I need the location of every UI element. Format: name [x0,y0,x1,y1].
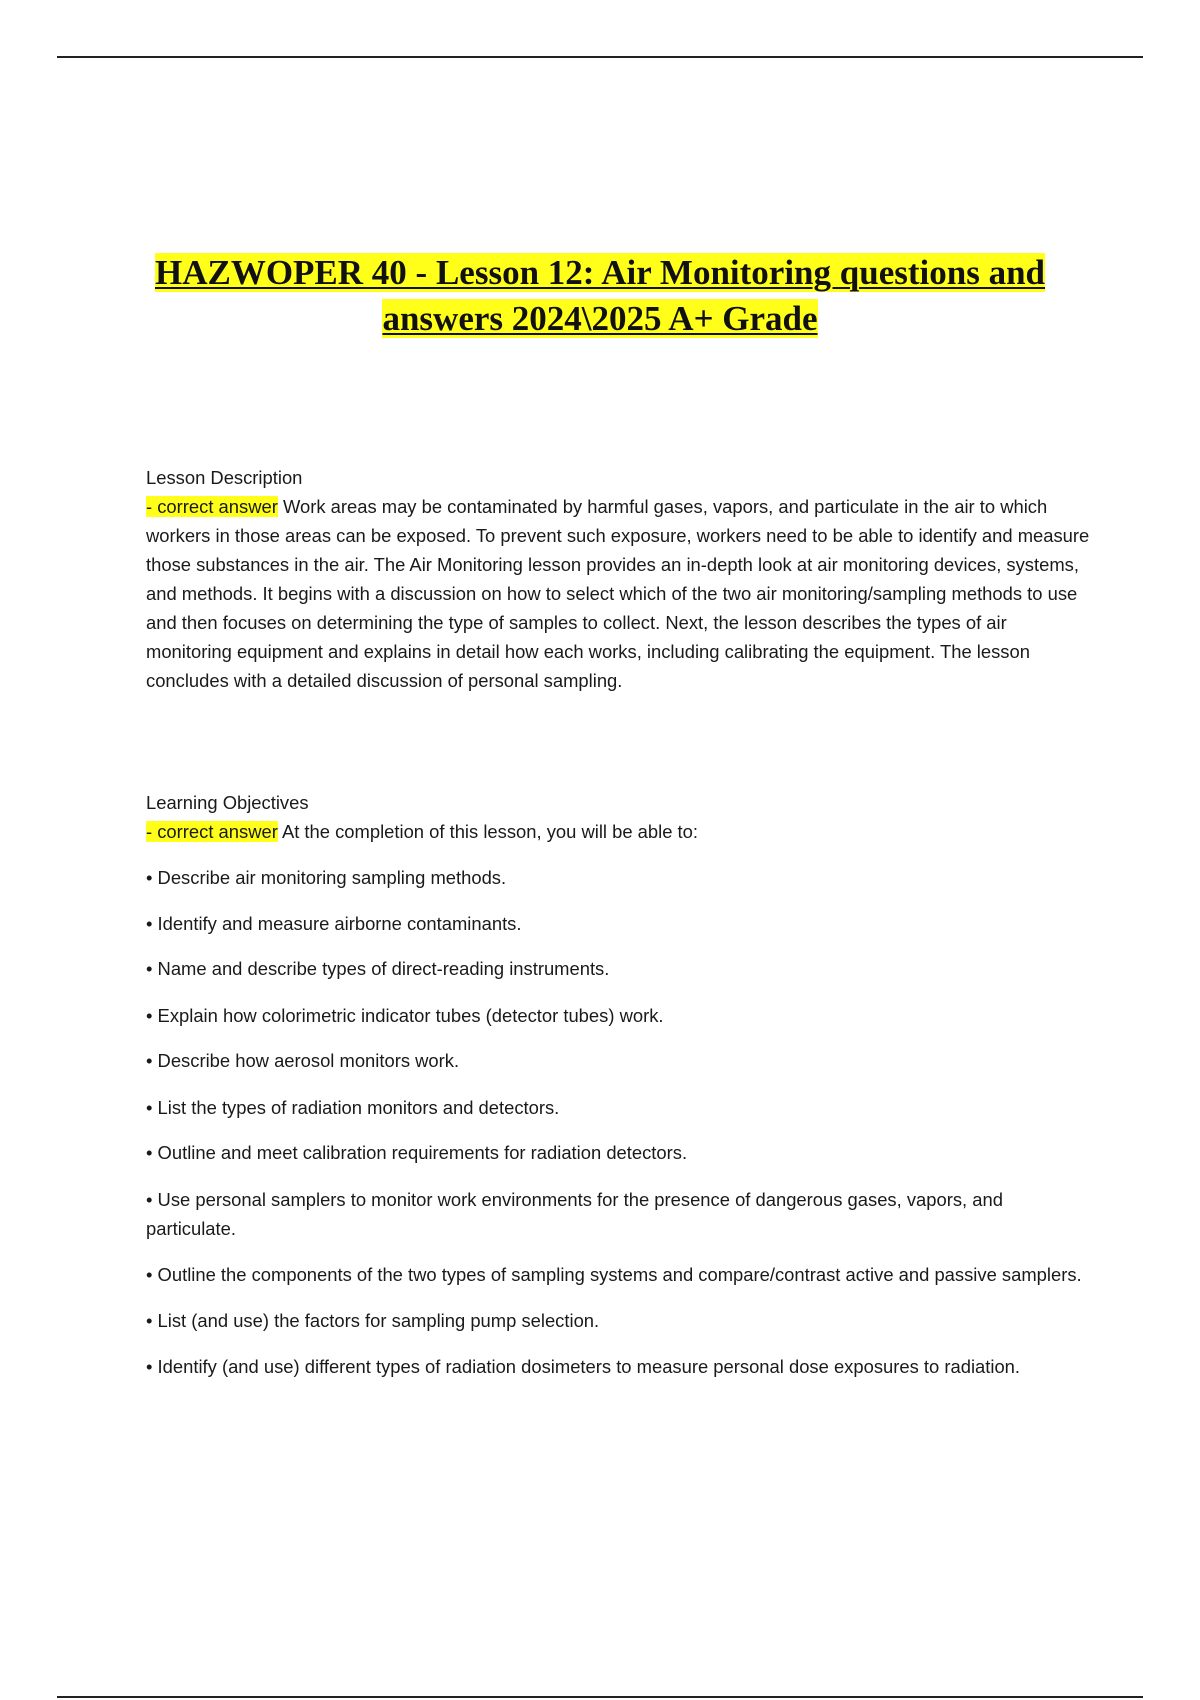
bottom-rule [57,1696,1143,1698]
objective-bullet-list [146,863,1096,1381]
answer-text: Work areas may be contaminated by harmful gases, vapors, and particulate in the air to which workers in those areas can be exposed. To prevent such exposure, workers need to be able to identify and measure those substances in the air. The Air Monitoring lesson provides an in-depth look at air monitoring devices, systems, and methods. It begins with a discussion on how to select which of the two air monitoring/sampling methods to use and then focuses on determining the type of samples to collect. Next, the lesson describes the types of air monitoring equipment and explains in detail how each works, including calibrating the equipment. The lesson concludes with a detailed discussion of personal sampling. [146,496,1090,691]
answer-paragraph [146,817,1096,846]
list-item: • Outline the components of the two types of sampling systems and compare/contrast active and passive samplers. [146,1264,1082,1285]
answer-paragraph [146,492,1096,695]
list-item: • Name and describe types of direct-reading instruments. [146,958,610,979]
list-item: • Describe how aerosol monitors work. [146,1050,460,1071]
section-label: Learning Objectives [146,792,309,813]
list-item: • Outline and meet calibration requirements for radiation detectors. [146,1142,688,1163]
correct-answer-marker: - correct answer [146,821,278,842]
list-item: • Identify and measure airborne contaminants. [146,913,522,934]
list-item: • Identify (and use) different types of radiation dosimeters to measure personal dose exposures to radiation. [146,1356,1021,1377]
list-item: • Use personal samplers to monitor work environments for the presence of dangerous gases, vapors, and particulate. [146,1189,1003,1239]
list-item: • List (and use) the factors for sampling pump selection. [146,1310,600,1331]
list-item: • Explain how colorimetric indicator tubes (detector tubes) work. [146,1005,664,1026]
list-item: • Describe air monitoring sampling methods. [146,867,507,888]
list-item: • List the types of radiation monitors and detectors. [146,1097,560,1118]
answer-text: At the completion of this lesson, you will be able to: [277,821,698,842]
lesson-description-section [146,463,1096,695]
section-label: Lesson Description [146,467,303,488]
correct-answer-marker: - correct answer [146,496,278,517]
top-rule [57,56,1143,58]
learning-objectives-section [146,788,1096,846]
document-title-text: HAZWOPER 40 - Lesson 12: Air Monitoring questions and answers 2024\2025 A+ Grade [154,253,1046,338]
document-title [100,250,1100,342]
